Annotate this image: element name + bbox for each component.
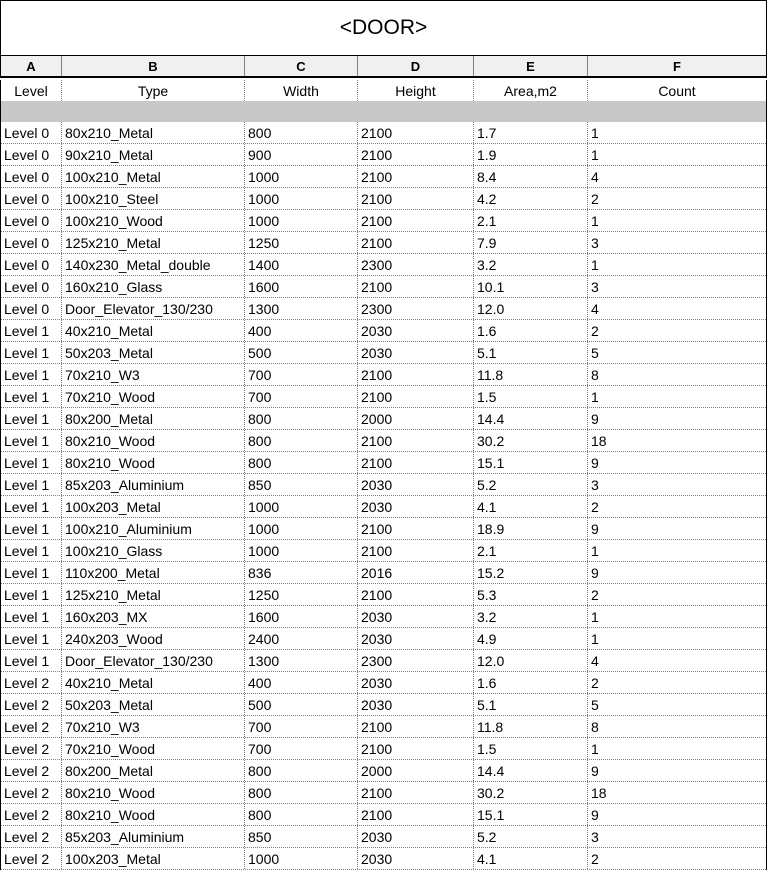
- cell-area[interactable]: 14.4: [474, 408, 588, 429]
- cell-level[interactable]: Level 1: [1, 562, 62, 583]
- cell-count[interactable]: 4: [591, 652, 599, 669]
- cell-type[interactable]: Door_Elevator_130/230: [62, 650, 245, 671]
- cell-level[interactable]: Level 0: [1, 210, 62, 231]
- cell-type[interactable]: 70x210_W3: [62, 364, 245, 385]
- table-row: [1, 628, 766, 650]
- cell-height[interactable]: 2030: [358, 672, 474, 693]
- cell-level[interactable]: Level 1: [1, 452, 62, 473]
- table-row: [1, 540, 766, 562]
- cell-height[interactable]: 2000: [358, 760, 474, 781]
- table-row: [1, 144, 766, 166]
- cell-height[interactable]: 2030: [358, 320, 474, 341]
- cell-area[interactable]: 14.4: [474, 760, 588, 781]
- cell-height[interactable]: 2030: [358, 496, 474, 517]
- cell-level[interactable]: Level 2: [1, 804, 62, 825]
- cell-level[interactable]: Level 2: [1, 760, 62, 781]
- cell-type[interactable]: 80x210_Wood: [62, 452, 245, 473]
- cell-height[interactable]: 2016: [358, 562, 474, 583]
- cell-level[interactable]: Level 0: [1, 276, 62, 297]
- column-letter-b[interactable]: B: [62, 56, 245, 76]
- cell-count[interactable]: 1: [591, 146, 599, 163]
- cell-height[interactable]: 2030: [358, 474, 474, 495]
- cell-count[interactable]: 2: [591, 850, 599, 867]
- cell-width[interactable]: 1300: [245, 298, 358, 319]
- cell-height[interactable]: 2100: [358, 210, 474, 231]
- cell-area[interactable]: 4.2: [474, 188, 588, 209]
- table-row: [1, 408, 766, 430]
- cell-width[interactable]: 1000: [245, 166, 358, 187]
- table-row: [1, 606, 766, 628]
- cell-area[interactable]: 1.5: [474, 386, 588, 407]
- cell-type[interactable]: 100x210_Aluminium: [62, 518, 245, 539]
- table-row: [1, 386, 766, 408]
- column-letter-a[interactable]: A: [1, 56, 62, 76]
- cell-width[interactable]: 1000: [245, 188, 358, 209]
- cell-count[interactable]: 1: [591, 740, 599, 757]
- table-row: [1, 672, 766, 694]
- header-level[interactable]: Level: [1, 80, 62, 101]
- cell-height[interactable]: 2030: [358, 826, 474, 847]
- cell-area[interactable]: 5.2: [474, 474, 588, 495]
- cell-area[interactable]: 5.3: [474, 584, 588, 605]
- cell-level[interactable]: Level 0: [1, 188, 62, 209]
- cell-height[interactable]: 2030: [358, 606, 474, 627]
- cell-level[interactable]: Level 1: [1, 320, 62, 341]
- cell-width[interactable]: 1000: [245, 518, 358, 539]
- cell-area[interactable]: 5.1: [474, 342, 588, 363]
- cell-level[interactable]: Level 2: [1, 782, 62, 803]
- cell-height[interactable]: 2100: [358, 188, 474, 209]
- cell-level[interactable]: Level 2: [1, 826, 62, 847]
- cell-level[interactable]: Level 1: [1, 474, 62, 495]
- header-count[interactable]: Count: [658, 82, 696, 99]
- cell-type[interactable]: 100x210_Metal: [62, 166, 245, 187]
- cell-type[interactable]: 70x210_Wood: [62, 738, 245, 759]
- cell-type[interactable]: 100x210_Wood: [62, 210, 245, 231]
- cell-count[interactable]: 3: [591, 278, 599, 295]
- cell-level[interactable]: Level 2: [1, 716, 62, 737]
- cell-count[interactable]: 3: [591, 234, 599, 251]
- cell-count[interactable]: 1: [591, 542, 599, 559]
- cell-width[interactable]: 1300: [245, 650, 358, 671]
- cell-width[interactable]: 800: [245, 760, 358, 781]
- cell-area[interactable]: 11.8: [474, 364, 588, 385]
- cell-count[interactable]: 1: [591, 212, 599, 229]
- cell-type[interactable]: 80x200_Metal: [62, 408, 245, 429]
- cell-height[interactable]: 2100: [358, 804, 474, 825]
- cell-width[interactable]: 800: [245, 804, 358, 825]
- cell-area[interactable]: 4.1: [474, 848, 588, 869]
- cell-area[interactable]: 4.1: [474, 496, 588, 517]
- cell-width[interactable]: 400: [245, 320, 358, 341]
- cell-area[interactable]: 1.6: [474, 320, 588, 341]
- cell-area[interactable]: 18.9: [474, 518, 588, 539]
- cell-type[interactable]: 240x203_Wood: [62, 628, 245, 649]
- cell-area[interactable]: 7.9: [474, 232, 588, 253]
- cell-area[interactable]: 12.0: [474, 650, 588, 671]
- cell-level[interactable]: Level 0: [1, 166, 62, 187]
- cell-count[interactable]: 2: [591, 190, 599, 207]
- cell-count[interactable]: 9: [591, 564, 599, 581]
- cell-count[interactable]: 5: [591, 696, 599, 713]
- table-row: [1, 254, 766, 276]
- table-row: [1, 166, 766, 188]
- column-letter-d[interactable]: D: [358, 56, 474, 76]
- cell-area[interactable]: 15.1: [474, 452, 588, 473]
- cell-area[interactable]: 2.1: [474, 540, 588, 561]
- cell-count[interactable]: 2: [591, 498, 599, 515]
- cell-width[interactable]: 900: [245, 144, 358, 165]
- cell-width[interactable]: 1000: [245, 540, 358, 561]
- table-row: [1, 826, 766, 848]
- table-row: [1, 716, 766, 738]
- cell-count[interactable]: 1: [591, 608, 599, 625]
- cell-height[interactable]: 2100: [358, 122, 474, 143]
- cell-type[interactable]: 100x210_Glass: [62, 540, 245, 561]
- cell-level[interactable]: Level 1: [1, 364, 62, 385]
- cell-height[interactable]: 2100: [358, 144, 474, 165]
- cell-width[interactable]: 1400: [245, 254, 358, 275]
- cell-level[interactable]: Level 1: [1, 342, 62, 363]
- cell-count[interactable]: 1: [591, 256, 599, 273]
- cell-level[interactable]: Level 2: [1, 694, 62, 715]
- cell-area[interactable]: 1.5: [474, 738, 588, 759]
- cell-height[interactable]: 2100: [358, 166, 474, 187]
- cell-count[interactable]: 9: [591, 454, 599, 471]
- table-row: [1, 694, 766, 716]
- cell-level[interactable]: Level 1: [1, 628, 62, 649]
- cell-area[interactable]: 5.1: [474, 694, 588, 715]
- cell-width[interactable]: 1000: [245, 848, 358, 869]
- cell-type[interactable]: 100x210_Steel: [62, 188, 245, 209]
- cell-width[interactable]: 800: [245, 782, 358, 803]
- table-row: [1, 122, 766, 144]
- cell-type[interactable]: 125x210_Metal: [62, 584, 245, 605]
- cell-type[interactable]: 80x210_Wood: [62, 430, 245, 451]
- table-row: [1, 232, 766, 254]
- cell-type[interactable]: 80x200_Metal: [62, 760, 245, 781]
- cell-count[interactable]: 9: [591, 410, 599, 427]
- header-type[interactable]: Type: [62, 80, 245, 101]
- cell-height[interactable]: 2100: [358, 518, 474, 539]
- cell-level[interactable]: Level 1: [1, 650, 62, 671]
- cell-count[interactable]: 18: [591, 432, 607, 449]
- cell-type[interactable]: 140x230_Metal_double: [62, 254, 245, 275]
- table-row: [1, 760, 766, 782]
- table-row: [1, 738, 766, 760]
- cell-type[interactable]: 80x210_Wood: [62, 804, 245, 825]
- cell-height[interactable]: 2000: [358, 408, 474, 429]
- table-row: [1, 210, 766, 232]
- cell-type[interactable]: 160x210_Glass: [62, 276, 245, 297]
- cell-width[interactable]: 800: [245, 408, 358, 429]
- cell-area[interactable]: 1.9: [474, 144, 588, 165]
- cell-width[interactable]: 850: [245, 826, 358, 847]
- cell-area[interactable]: 4.9: [474, 628, 588, 649]
- column-letter-e[interactable]: E: [474, 56, 588, 76]
- cell-type[interactable]: Door_Elevator_130/230: [62, 298, 245, 319]
- cell-type[interactable]: 70x210_W3: [62, 716, 245, 737]
- table-row: [1, 584, 766, 606]
- cell-height[interactable]: 2100: [358, 782, 474, 803]
- cell-height[interactable]: 2100: [358, 386, 474, 407]
- cell-count[interactable]: 18: [591, 784, 607, 801]
- cell-area[interactable]: 3.2: [474, 254, 588, 275]
- cell-level[interactable]: Level 1: [1, 606, 62, 627]
- cell-level[interactable]: Level 0: [1, 232, 62, 253]
- cell-level[interactable]: Level 1: [1, 584, 62, 605]
- header-separator-band: [0, 101, 767, 122]
- cell-area[interactable]: 11.8: [474, 716, 588, 737]
- cell-type[interactable]: 70x210_Wood: [62, 386, 245, 407]
- cell-count[interactable]: 4: [591, 300, 599, 317]
- cell-level[interactable]: Level 1: [1, 518, 62, 539]
- column-letter-c[interactable]: C: [245, 56, 358, 76]
- cell-count[interactable]: 1: [591, 124, 599, 141]
- cell-height[interactable]: 2100: [358, 276, 474, 297]
- cell-level[interactable]: Level 2: [1, 848, 62, 869]
- cell-width[interactable]: 836: [245, 562, 358, 583]
- cell-width[interactable]: 500: [245, 342, 358, 363]
- cell-width[interactable]: 700: [245, 364, 358, 385]
- cell-type[interactable]: 100x203_Metal: [62, 496, 245, 517]
- cell-type[interactable]: 90x210_Metal: [62, 144, 245, 165]
- cell-width[interactable]: 850: [245, 474, 358, 495]
- cell-count[interactable]: 2: [591, 674, 599, 691]
- cell-type[interactable]: 80x210_Wood: [62, 782, 245, 803]
- table-row: [1, 496, 766, 518]
- cell-area[interactable]: 8.4: [474, 166, 588, 187]
- cell-height[interactable]: 2030: [358, 342, 474, 363]
- cell-count[interactable]: 9: [591, 762, 599, 779]
- cell-height[interactable]: 2030: [358, 694, 474, 715]
- cell-level[interactable]: Level 1: [1, 408, 62, 429]
- cell-area[interactable]: 10.1: [474, 276, 588, 297]
- table-row: [1, 276, 766, 298]
- table-row: [1, 474, 766, 496]
- cell-height[interactable]: 2100: [358, 452, 474, 473]
- cell-width[interactable]: 800: [245, 122, 358, 143]
- cell-type[interactable]: 50x203_Metal: [62, 694, 245, 715]
- cell-count[interactable]: 3: [591, 476, 599, 493]
- cell-count[interactable]: 5: [591, 344, 599, 361]
- table-row: [1, 848, 766, 870]
- cell-area[interactable]: 3.2: [474, 606, 588, 627]
- cell-type[interactable]: 110x200_Metal: [62, 562, 245, 583]
- cell-height[interactable]: 2100: [358, 716, 474, 737]
- header-width[interactable]: Width: [245, 80, 358, 101]
- cell-height[interactable]: 2030: [358, 848, 474, 869]
- schedule-title[interactable]: <DOOR>: [0, 0, 767, 56]
- table-row: [1, 518, 766, 540]
- cell-width[interactable]: 700: [245, 716, 358, 737]
- table-row: [1, 298, 766, 320]
- cell-height[interactable]: 2100: [358, 364, 474, 385]
- cell-type[interactable]: 85x203_Aluminium: [62, 826, 245, 847]
- cell-area[interactable]: 1.7: [474, 122, 588, 143]
- schedule-body: [0, 122, 767, 870]
- table-row: [1, 320, 766, 342]
- column-letter-f[interactable]: F: [673, 58, 681, 74]
- cell-level[interactable]: Level 0: [1, 254, 62, 275]
- cell-type[interactable]: 160x203_MX: [62, 606, 245, 627]
- table-row: [1, 342, 766, 364]
- header-height[interactable]: Height: [358, 80, 474, 101]
- cell-level[interactable]: Level 1: [1, 540, 62, 561]
- cell-height[interactable]: 2100: [358, 738, 474, 759]
- cell-width[interactable]: 1250: [245, 232, 358, 253]
- cell-area[interactable]: 15.2: [474, 562, 588, 583]
- cell-width[interactable]: 700: [245, 386, 358, 407]
- cell-height[interactable]: 2100: [358, 540, 474, 561]
- cell-height[interactable]: 2100: [358, 584, 474, 605]
- cell-area[interactable]: 30.2: [474, 430, 588, 451]
- table-row: [1, 364, 766, 386]
- cell-width[interactable]: 2400: [245, 628, 358, 649]
- cell-height[interactable]: 2300: [358, 650, 474, 671]
- cell-width[interactable]: 400: [245, 672, 358, 693]
- cell-level[interactable]: Level 0: [1, 298, 62, 319]
- table-row: [1, 430, 766, 452]
- table-row: [1, 188, 766, 210]
- cell-area[interactable]: 2.1: [474, 210, 588, 231]
- cell-count[interactable]: 3: [591, 828, 599, 845]
- cell-width[interactable]: 800: [245, 452, 358, 473]
- cell-type[interactable]: 40x210_Metal: [62, 320, 245, 341]
- column-letter-bar: [0, 56, 767, 78]
- cell-width[interactable]: 1000: [245, 496, 358, 517]
- cell-type[interactable]: 40x210_Metal: [62, 672, 245, 693]
- cell-count[interactable]: 9: [591, 520, 599, 537]
- cell-count[interactable]: 8: [591, 718, 599, 735]
- header-area[interactable]: Area,m2: [474, 80, 588, 101]
- table-row: [1, 650, 766, 672]
- table-row: [1, 452, 766, 474]
- cell-count[interactable]: 1: [591, 388, 599, 405]
- cell-area[interactable]: 15.1: [474, 804, 588, 825]
- cell-width[interactable]: 700: [245, 738, 358, 759]
- cell-type[interactable]: 85x203_Aluminium: [62, 474, 245, 495]
- cell-area[interactable]: 5.2: [474, 826, 588, 847]
- table-row: [1, 562, 766, 584]
- cell-level[interactable]: Level 1: [1, 430, 62, 451]
- cell-level[interactable]: Level 0: [1, 122, 62, 143]
- cell-area[interactable]: 12.0: [474, 298, 588, 319]
- cell-count[interactable]: 2: [591, 586, 599, 603]
- cell-width[interactable]: 500: [245, 694, 358, 715]
- cell-type[interactable]: 80x210_Metal: [62, 122, 245, 143]
- cell-type[interactable]: 50x203_Metal: [62, 342, 245, 363]
- cell-level[interactable]: Level 1: [1, 496, 62, 517]
- cell-width[interactable]: 1600: [245, 606, 358, 627]
- cell-width[interactable]: 1000: [245, 210, 358, 231]
- cell-level[interactable]: Level 0: [1, 144, 62, 165]
- cell-level[interactable]: Level 2: [1, 672, 62, 693]
- cell-height[interactable]: 2300: [358, 298, 474, 319]
- cell-height[interactable]: 2030: [358, 628, 474, 649]
- cell-width[interactable]: 800: [245, 430, 358, 451]
- cell-type[interactable]: 125x210_Metal: [62, 232, 245, 253]
- cell-count[interactable]: 8: [591, 366, 599, 383]
- cell-width[interactable]: 1250: [245, 584, 358, 605]
- table-row: [1, 804, 766, 826]
- cell-level[interactable]: Level 2: [1, 738, 62, 759]
- cell-width[interactable]: 1600: [245, 276, 358, 297]
- cell-height[interactable]: 2100: [358, 430, 474, 451]
- cell-height[interactable]: 2300: [358, 254, 474, 275]
- cell-area[interactable]: 1.6: [474, 672, 588, 693]
- table-row: [1, 782, 766, 804]
- cell-area[interactable]: 30.2: [474, 782, 588, 803]
- cell-count[interactable]: 4: [591, 168, 599, 185]
- cell-count[interactable]: 9: [591, 806, 599, 823]
- cell-count[interactable]: 1: [591, 630, 599, 647]
- column-header-row: [0, 80, 767, 101]
- cell-count[interactable]: 2: [591, 322, 599, 339]
- cell-height[interactable]: 2100: [358, 232, 474, 253]
- cell-level[interactable]: Level 1: [1, 386, 62, 407]
- cell-type[interactable]: 100x203_Metal: [62, 848, 245, 869]
